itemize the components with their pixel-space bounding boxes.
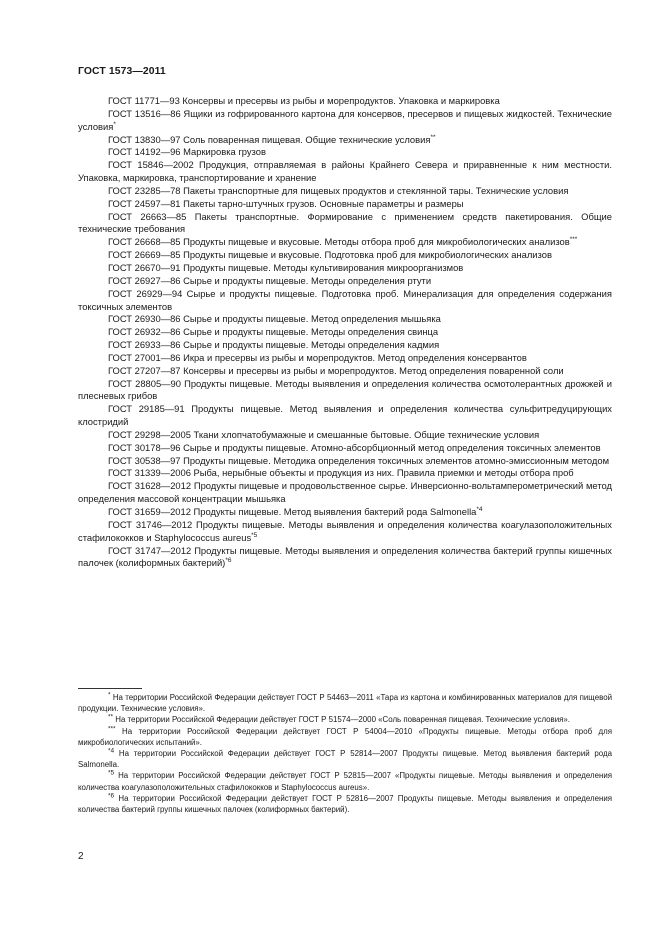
reference-item: ГОСТ 31746—2012 Продукты пищевые. Методы выявления и определения количества коагулазоположительных стафилококков и Staphylococcus aureus$^{*5}$ bbox=[78, 518, 612, 543]
reference-item: ГОСТ 31339—2006 Рыба, нерыбные объекты и продукция из них. Правила приемки и методы отбора проб bbox=[108, 467, 574, 479]
reference-item: ГОСТ 30178—96 Сырье и продукты пищевые. Атомно-абсорбционный метод определения токсичных элементов bbox=[108, 441, 601, 453]
reference-item: ГОСТ 30538—97 Продукты пищевые. Методика определения токсичных элементов атомно-эмиссионным методом bbox=[108, 454, 610, 466]
reference-item: ГОСТ 26668—85 Продукты пищевые и вкусовые. Методы отбора проб для микробиологических анализов*** bbox=[108, 236, 578, 248]
reference-item: ГОСТ 13516—86 Ящики из гофрированного картона для консервов, пресервов и пищевых жидкостей. Технические условия* bbox=[78, 107, 612, 132]
footnotes bbox=[78, 692, 612, 815]
page-header-title: ГОСТ 1573—2011 bbox=[78, 66, 166, 77]
footnote: * На территории Российской Федерации действует ГОСТ Р 54463—2011 «Тара из картона и комбинированных материалов для пищевой продукции. Технические условия». bbox=[78, 691, 612, 714]
reference-item: ГОСТ 13830—97 Соль поваренная пищевая. Общие технические условия** bbox=[108, 133, 436, 145]
footnote: $^{*5}$ На территории Российской Федерации действует ГОСТ Р 52815—2007 «Продукты пищевые. Методы выявления и определения количества коагулазоположительных стафилококков и Staphylococcus aureus». bbox=[78, 769, 612, 792]
reference-item: ГОСТ 29185—91 Продукты пищевые. Метод выявления и определения количества сульфитредуцирующих клостридий bbox=[78, 403, 612, 428]
normative-references bbox=[78, 95, 612, 570]
reference-item: ГОСТ 26930—86 Сырье и продукты пищевые. Метод определения мышьяка bbox=[108, 313, 441, 325]
reference-item: ГОСТ 27001—86 Икра и пресервы из рыбы и морепродуктов. Метод определения консервантов bbox=[108, 351, 527, 363]
reference-item: ГОСТ 26927—86 Сырье и продукты пищевые. Методы определения ртути bbox=[108, 274, 432, 286]
reference-item: ГОСТ 26663—85 Пакеты транспортные. Формирование с применением средств пакетирования. Общие технические требования bbox=[78, 210, 612, 235]
reference-item: ГОСТ 15846—2002 Продукция, отправляемая в районы Крайнего Севера и приравненные к ним местности. Упаковка, маркировка, транспортирование и хранение bbox=[78, 159, 612, 184]
footnote-separator bbox=[78, 688, 142, 689]
footnote: $^{*4}$ На территории Российской Федерации действует ГОСТ Р 52814—2007 Продукты пищевые. Метод выявления бактерий рода Salmonella. bbox=[78, 747, 612, 770]
reference-item: ГОСТ 26929—94 Сырье и продукты пищевые. Подготовка проб. Минерализация для определения содержания токсичных элементов bbox=[78, 287, 612, 312]
footnote: $^{*6}$ На территории Российской Федерации действует ГОСТ Р 52816—2007 Продукты пищевые. Методы выявления и определения количества бактерий группы кишечных палочек (колиформных бактерий). bbox=[78, 792, 612, 815]
reference-item: ГОСТ 31628—2012 Продукты пищевые и продовольственное сырье. Инверсионно-вольтамперометрический метод определения массовой концентрации мышьяка bbox=[78, 480, 612, 505]
reference-item: ГОСТ 26932—86 Сырье и продукты пищевые. Методы определения свинца bbox=[108, 326, 439, 338]
reference-item: ГОСТ 14192—96 Маркировка грузов bbox=[108, 146, 266, 158]
reference-item: ГОСТ 24597—81 Пакеты тарно-штучных грузов. Основные параметры и размеры bbox=[108, 197, 464, 209]
footnote: ** На территории Российской Федерации действует ГОСТ Р 51574—2000 «Соль поваренная пищевая. Технические условия». bbox=[108, 713, 571, 725]
reference-item: ГОСТ 26670—91 Продукты пищевые. Методы культивирования микроорганизмов bbox=[108, 261, 464, 273]
reference-item: ГОСТ 26669—85 Продукты пищевые и вкусовые. Подготовка проб для микробиологических анализов bbox=[108, 249, 552, 261]
reference-item: ГОСТ 29298—2005 Ткани хлопчатобумажные и смешанные бытовые. Общие технические условия bbox=[108, 428, 540, 440]
page-number: 2 bbox=[78, 851, 84, 862]
reference-item: ГОСТ 26933—86 Сырье и продукты пищевые. Методы определения кадмия bbox=[108, 339, 440, 351]
reference-item: ГОСТ 28805—90 Продукты пищевые. Методы выявления и определения количества осмотолерантных дрожжей и плесневых грибов bbox=[78, 377, 612, 402]
reference-item: ГОСТ 31659—2012 Продукты пищевые. Метод выявления бактерий рода Salmonella$^{*4}$ bbox=[108, 505, 483, 517]
footnote: *** На территории Российской Федерации действует ГОСТ Р 54004—2010 «Продукты пищевые. Методы отбора проб для микробиологических испытаний». bbox=[78, 724, 612, 747]
reference-item: ГОСТ 23285—78 Пакеты транспортные для пищевых продуктов и стеклянной тары. Технические условия bbox=[108, 184, 569, 196]
reference-item: ГОСТ 11771—93 Консервы и пресервы из рыбы и морепродуктов. Упаковка и маркировка bbox=[108, 95, 500, 106]
reference-item: ГОСТ 31747—2012 Продукты пищевые. Методы выявления и определения количества бактерий группы кишечных палочек (колиформных бактерий)$^{*6}$ bbox=[78, 544, 612, 569]
reference-item: ГОСТ 27207—87 Консервы и пресервы из рыбы и морепродуктов. Метод определения поваренной соли bbox=[108, 364, 564, 376]
